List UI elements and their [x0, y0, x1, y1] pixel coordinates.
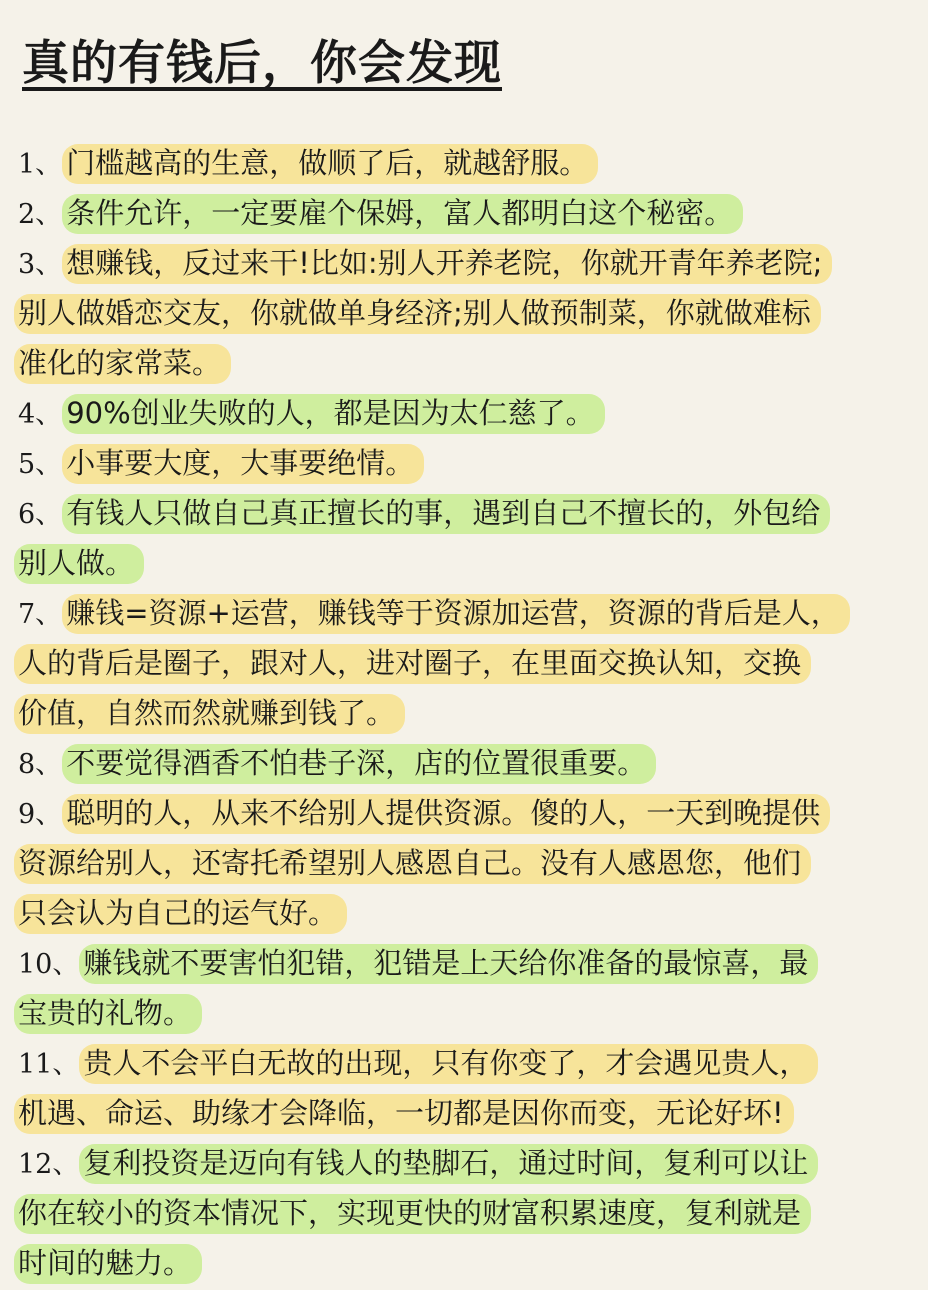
item-number: 8、 — [18, 749, 63, 780]
list-item-line — [14, 640, 914, 690]
item-number: 12、 — [18, 1149, 80, 1180]
list-item-line — [14, 940, 914, 990]
list-item — [14, 440, 914, 490]
list-item-line — [14, 340, 914, 390]
list-item — [14, 140, 914, 190]
tips-list — [14, 140, 914, 1290]
list-item-line — [14, 1190, 914, 1240]
highlighted-text: 价值，自然而然就赚到钱了。 — [14, 694, 405, 734]
item-number: 2、 — [18, 199, 63, 230]
highlighted-text: 赚钱=资源+运营，赚钱等于资源加运营，资源的背后是人， — [62, 594, 850, 634]
highlighted-text: 条件允许，一定要雇个保姆，富人都明白这个秘密。 — [62, 194, 743, 234]
item-number: 1、 — [18, 149, 63, 180]
highlighted-text: 只会认为自己的运气好。 — [14, 894, 347, 934]
list-item-line — [14, 540, 914, 590]
list-item-line — [14, 1040, 914, 1090]
item-number: 9、 — [18, 799, 63, 830]
list-item-line — [14, 590, 914, 640]
list-item-line — [14, 440, 914, 490]
highlighted-text: 资源给别人，还寄托希望别人感恩自己。没有人感恩您，他们 — [14, 844, 811, 884]
list-item-line — [14, 1090, 914, 1140]
item-number: 4、 — [18, 399, 63, 430]
list-item-line — [14, 490, 914, 540]
highlighted-text: 机遇、命运、助缘才会降临，一切都是因你而变，无论好坏! — [14, 1094, 794, 1134]
list-item-line — [14, 790, 914, 840]
highlighted-text: 别人做婚恋交友，你就做单身经济;别人做预制菜，你就做难标 — [14, 294, 821, 334]
list-item — [14, 490, 914, 590]
list-item-line — [14, 390, 914, 440]
list-item — [14, 1140, 914, 1290]
list-item — [14, 240, 914, 390]
list-item-line — [14, 890, 914, 940]
list-item-line — [14, 240, 914, 290]
list-item-line — [14, 840, 914, 890]
item-number: 11、 — [18, 1049, 80, 1080]
highlighted-text: 有钱人只做自己真正擅长的事，遇到自己不擅长的，外包给 — [62, 494, 830, 534]
list-item-line — [14, 290, 914, 340]
list-item-line — [14, 190, 914, 240]
highlighted-text: 90%创业失败的人，都是因为太仁慈了。 — [62, 394, 604, 434]
item-number: 5、 — [18, 449, 63, 480]
item-number: 6、 — [18, 499, 63, 530]
highlighted-text: 门槛越高的生意，做顺了后，就越舒服。 — [62, 144, 598, 184]
list-item — [14, 940, 914, 1040]
highlighted-text: 你在较小的资本情况下，实现更快的财富积累速度，复利就是 — [14, 1194, 811, 1234]
list-item — [14, 1040, 914, 1140]
highlighted-text: 别人做。 — [14, 544, 144, 584]
list-item-line — [14, 1140, 914, 1190]
item-number: 3、 — [18, 249, 63, 280]
highlighted-text: 想赚钱，反过来干!比如:别人开养老院，你就开青年养老院; — [62, 244, 832, 284]
list-item — [14, 190, 914, 240]
page-title: 真的有钱后，你会发现 — [22, 36, 502, 91]
list-item-line — [14, 140, 914, 190]
highlighted-text: 赚钱就不要害怕犯错，犯错是上天给你准备的最惊喜，最 — [79, 944, 818, 984]
list-item — [14, 390, 914, 440]
list-item-line — [14, 690, 914, 740]
list-item — [14, 790, 914, 940]
highlighted-text: 宝贵的礼物。 — [14, 994, 202, 1034]
highlighted-text: 时间的魅力。 — [14, 1244, 202, 1284]
highlighted-text: 聪明的人，从来不给别人提供资源。傻的人，一天到晚提供 — [62, 794, 830, 834]
item-number: 7、 — [18, 599, 63, 630]
item-number: 10、 — [18, 949, 80, 980]
highlighted-text: 贵人不会平白无故的出现，只有你变了，才会遇见贵人， — [79, 1044, 818, 1084]
list-item-line — [14, 1240, 914, 1290]
list-item — [14, 590, 914, 740]
highlighted-text: 不要觉得酒香不怕巷子深，店的位置很重要。 — [62, 744, 656, 784]
list-item-line — [14, 740, 914, 790]
highlighted-text: 复利投资是迈向有钱人的垫脚石，通过时间，复利可以让 — [79, 1144, 818, 1184]
list-item — [14, 740, 914, 790]
highlighted-text: 小事要大度，大事要绝情。 — [62, 444, 424, 484]
highlighted-text: 准化的家常菜。 — [14, 344, 231, 384]
list-item-line — [14, 990, 914, 1040]
highlighted-text: 人的背后是圈子，跟对人，进对圈子，在里面交换认知，交换 — [14, 644, 811, 684]
